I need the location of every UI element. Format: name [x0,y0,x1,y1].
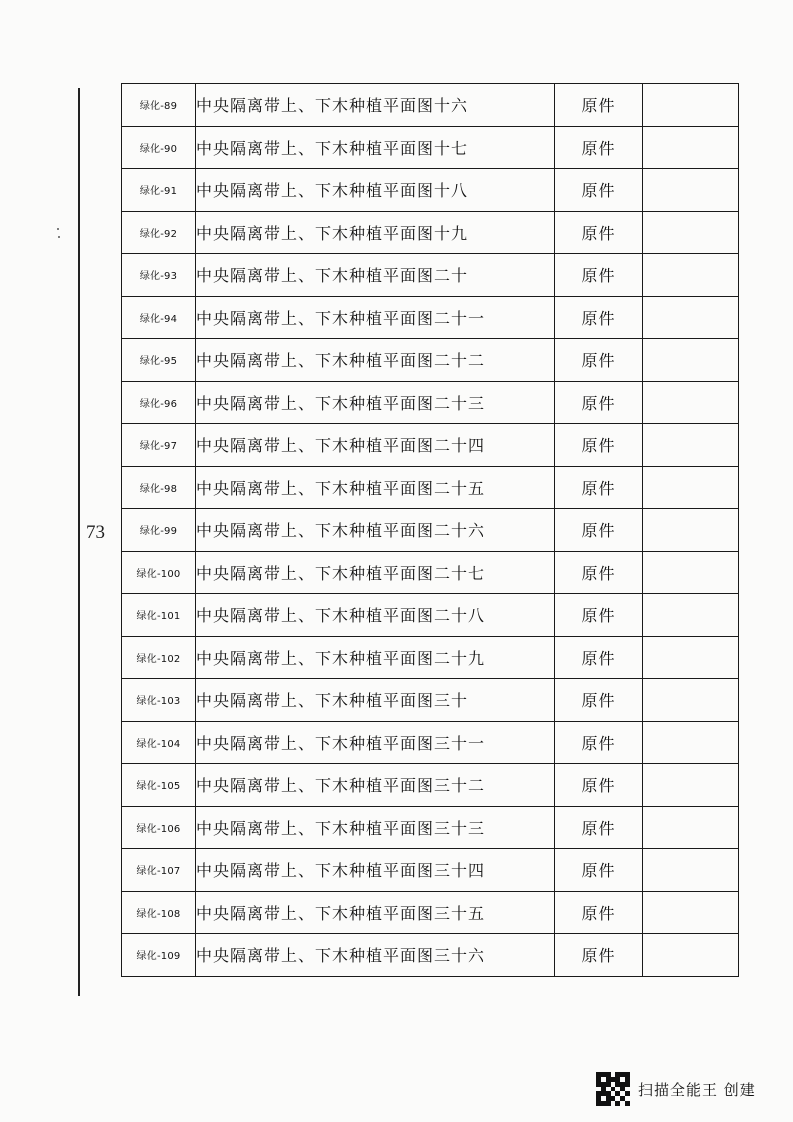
table-row [122,466,739,509]
drawing-code-cell: 绿化-106 [122,806,196,849]
qr-code-icon [596,1072,630,1106]
table-row [122,211,739,254]
drawing-list-table [121,83,739,977]
table-row [122,806,739,849]
document-type-cell: 原件 [555,806,643,849]
drawing-code-cell: 绿化-107 [122,849,196,892]
scanner-watermark [596,1071,756,1107]
drawing-title-cell: 中央隔离带上、下木种植平面图十六 [196,84,555,127]
remark-cell [643,764,739,807]
document-type-cell: 原件 [555,721,643,764]
drawing-title-cell: 中央隔离带上、下木种植平面图三十一 [196,721,555,764]
table-row [122,594,739,637]
document-type-cell: 原件 [555,509,643,552]
remark-cell [643,721,739,764]
document-type-cell: 原件 [555,466,643,509]
remark-cell [643,551,739,594]
drawing-title-cell: 中央隔离带上、下木种植平面图二十五 [196,466,555,509]
document-type-cell: 原件 [555,891,643,934]
drawing-code-cell: 绿化-103 [122,679,196,722]
remark-cell [643,466,739,509]
drawing-code-cell: 绿化-99 [122,509,196,552]
document-type-cell: 原件 [555,84,643,127]
document-type-cell: 原件 [555,339,643,382]
drawing-title-cell: 中央隔离带上、下木种植平面图三十五 [196,891,555,934]
drawing-code-cell: 绿化-91 [122,169,196,212]
drawing-code-cell: 绿化-104 [122,721,196,764]
drawing-title-cell: 中央隔离带上、下木种植平面图二十一 [196,296,555,339]
remark-cell [643,636,739,679]
document-type-cell: 原件 [555,254,643,297]
drawing-title-cell: 中央隔离带上、下木种植平面图二十 [196,254,555,297]
table-row [122,169,739,212]
table-row [122,849,739,892]
drawing-title-cell: 中央隔离带上、下木种植平面图三十三 [196,806,555,849]
drawing-code-cell: 绿化-97 [122,424,196,467]
drawing-title-cell: 中央隔离带上、下木种植平面图二十四 [196,424,555,467]
drawing-title-cell: 中央隔离带上、下木种植平面图二十七 [196,551,555,594]
drawing-title-cell: 中央隔离带上、下木种植平面图二十二 [196,339,555,382]
remark-cell [643,254,739,297]
remark-cell [643,169,739,212]
scan-speck [58,236,60,238]
watermark-text: 扫描全能王 创建 [638,1080,756,1099]
remark-cell [643,934,739,977]
table-row [122,679,739,722]
table-row [122,254,739,297]
drawing-title-cell: 中央隔离带上、下木种植平面图十八 [196,169,555,212]
document-type-cell: 原件 [555,296,643,339]
drawing-title-cell: 中央隔离带上、下木种植平面图十九 [196,211,555,254]
table-row [122,424,739,467]
document-type-cell: 原件 [555,126,643,169]
table-row [122,721,739,764]
remark-cell [643,424,739,467]
drawing-code-cell: 绿化-109 [122,934,196,977]
drawing-title-cell: 中央隔离带上、下木种植平面图三十四 [196,849,555,892]
remark-cell [643,891,739,934]
table-row [122,84,739,127]
document-type-cell: 原件 [555,636,643,679]
remark-cell [643,849,739,892]
drawing-title-cell: 中央隔离带上、下木种植平面图三十二 [196,764,555,807]
drawing-title-cell: 中央隔离带上、下木种植平面图二十九 [196,636,555,679]
drawing-title-cell: 中央隔离带上、下木种植平面图二十三 [196,381,555,424]
drawing-title-cell: 中央隔离带上、下木种植平面图三十六 [196,934,555,977]
remark-cell [643,211,739,254]
table-row [122,891,739,934]
drawing-code-cell: 绿化-98 [122,466,196,509]
drawing-code-cell: 绿化-89 [122,84,196,127]
drawing-title-cell: 中央隔离带上、下木种植平面图三十 [196,679,555,722]
drawing-code-cell: 绿化-92 [122,211,196,254]
remark-cell [643,126,739,169]
table-row [122,551,739,594]
margin-rule [78,88,80,996]
remark-cell [643,509,739,552]
document-type-cell: 原件 [555,211,643,254]
remark-cell [643,806,739,849]
document-type-cell: 原件 [555,169,643,212]
remark-cell [643,339,739,382]
drawing-title-cell: 中央隔离带上、下木种植平面图十七 [196,126,555,169]
document-type-cell: 原件 [555,849,643,892]
document-type-cell: 原件 [555,934,643,977]
table-row [122,764,739,807]
document-type-cell: 原件 [555,764,643,807]
table-row [122,934,739,977]
drawing-code-cell: 绿化-93 [122,254,196,297]
document-type-cell: 原件 [555,424,643,467]
drawing-code-cell: 绿化-101 [122,594,196,637]
page-number: 73 [86,522,105,543]
table-row [122,509,739,552]
document-type-cell: 原件 [555,381,643,424]
drawing-code-cell: 绿化-105 [122,764,196,807]
table-row [122,296,739,339]
remark-cell [643,296,739,339]
table-row [122,339,739,382]
drawing-code-cell: 绿化-100 [122,551,196,594]
scan-speck [57,228,59,230]
table-row [122,381,739,424]
remark-cell [643,84,739,127]
document-type-cell: 原件 [555,594,643,637]
drawing-code-cell: 绿化-96 [122,381,196,424]
drawing-code-cell: 绿化-95 [122,339,196,382]
drawing-code-cell: 绿化-102 [122,636,196,679]
drawing-title-cell: 中央隔离带上、下木种植平面图二十六 [196,509,555,552]
remark-cell [643,381,739,424]
drawing-title-cell: 中央隔离带上、下木种植平面图二十八 [196,594,555,637]
drawing-code-cell: 绿化-90 [122,126,196,169]
drawing-list-body [122,84,739,977]
remark-cell [643,594,739,637]
drawing-code-cell: 绿化-108 [122,891,196,934]
table-row [122,636,739,679]
document-type-cell: 原件 [555,551,643,594]
document-type-cell: 原件 [555,679,643,722]
remark-cell [643,679,739,722]
table-row [122,126,739,169]
drawing-code-cell: 绿化-94 [122,296,196,339]
